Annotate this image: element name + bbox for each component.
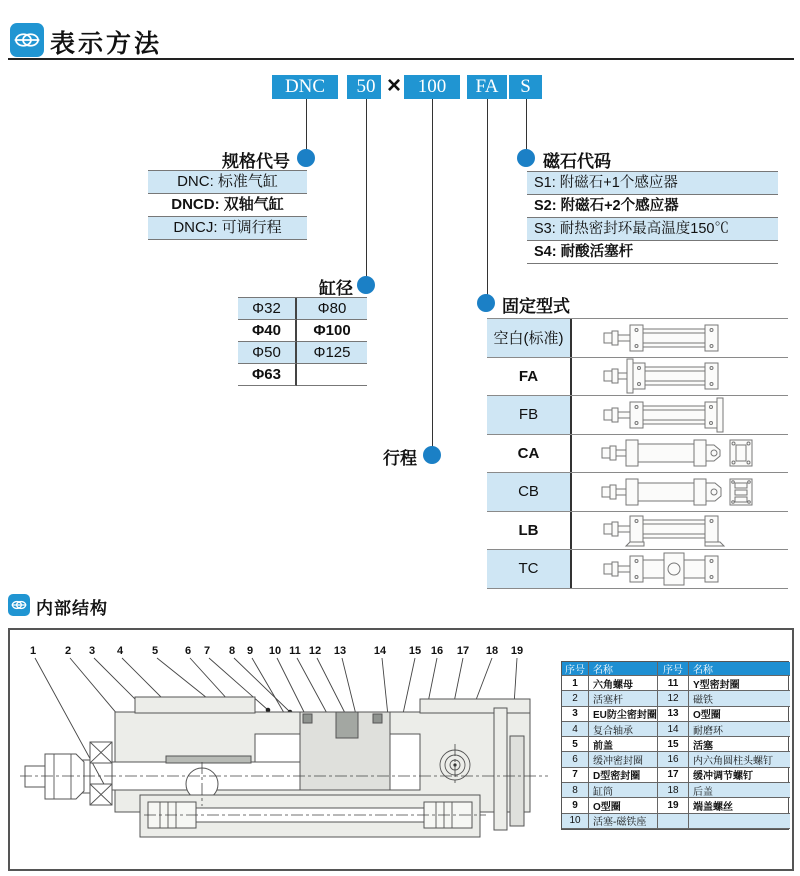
magnet-row: S3: 耐热密封环最高温度150℃ bbox=[527, 218, 778, 241]
logo-ellipses-icon bbox=[10, 596, 28, 614]
part-name: O型圈 bbox=[689, 707, 790, 722]
svg-text:2: 2 bbox=[64, 645, 72, 657]
svg-text:10: 10 bbox=[268, 645, 282, 657]
bore-cell: Φ125 bbox=[297, 342, 367, 364]
svg-text:12: 12 bbox=[308, 645, 322, 657]
spec-code-table bbox=[148, 170, 307, 240]
svg-text:16: 16 bbox=[430, 645, 444, 657]
svg-text:5: 5 bbox=[151, 645, 159, 657]
part-name: 活塞杆 bbox=[589, 691, 658, 706]
mounting-icon-cell bbox=[572, 358, 788, 396]
cylinder-body bbox=[25, 697, 530, 837]
model-box-stroke: 100 bbox=[404, 75, 460, 99]
mount-icon-rear-flange bbox=[600, 397, 760, 433]
mount-icon-foot bbox=[600, 512, 760, 548]
stroke-title: 行程 bbox=[383, 449, 417, 468]
mounting-row bbox=[487, 435, 788, 474]
model-separator: × bbox=[381, 72, 407, 100]
bore-cell: Φ80 bbox=[297, 298, 367, 320]
spec-row: DNC: 标准气缸 bbox=[148, 171, 307, 194]
dot-mounting bbox=[477, 294, 495, 312]
part-name: 端盖螺丝 bbox=[689, 798, 790, 813]
mounting-table bbox=[487, 318, 788, 589]
bore-cell: Φ100 bbox=[297, 320, 367, 342]
svg-text:14: 14 bbox=[373, 645, 387, 657]
mounting-icon-cell bbox=[572, 550, 788, 588]
svg-text:19: 19 bbox=[510, 645, 524, 657]
parts-header: 名称 bbox=[589, 662, 658, 676]
part-no: 15 bbox=[658, 737, 689, 752]
part-no bbox=[658, 814, 689, 829]
svg-text:11: 11 bbox=[289, 645, 301, 657]
svg-text:4: 4 bbox=[116, 645, 124, 657]
part-name: 复合轴承 bbox=[589, 722, 658, 737]
model-box-bore: 50 bbox=[347, 75, 385, 99]
bore-cell: Φ63 bbox=[238, 364, 297, 386]
part-no: 13 bbox=[658, 707, 689, 722]
mount-icon-rear-clevis bbox=[600, 435, 760, 471]
mounting-icon-cell bbox=[572, 512, 788, 550]
spec-row: DNCD: 双轴气缸 bbox=[148, 194, 307, 217]
brand-icon bbox=[10, 23, 44, 57]
part-no: 10 bbox=[562, 814, 589, 829]
magnet-code-title: 磁石代码 bbox=[543, 152, 611, 171]
svg-text:13: 13 bbox=[333, 645, 347, 657]
dot-magnet bbox=[517, 149, 535, 167]
part-no: 6 bbox=[562, 752, 589, 767]
part-no: 7 bbox=[562, 768, 589, 783]
mounting-label: CB bbox=[487, 473, 572, 511]
dot-bore bbox=[357, 276, 375, 294]
part-no: 19 bbox=[658, 798, 689, 813]
mounting-label: FA bbox=[487, 358, 572, 396]
mounting-row bbox=[487, 396, 788, 435]
part-name: 缸筒 bbox=[589, 783, 658, 798]
part-no: 14 bbox=[658, 722, 689, 737]
spec-code-title: 规格代号 bbox=[222, 152, 290, 171]
mounting-icon-cell bbox=[572, 473, 788, 511]
part-name: EU防尘密封圈 bbox=[589, 707, 658, 722]
magnet-row: S2: 附磁石+2个感应器 bbox=[527, 195, 778, 218]
dot-stroke bbox=[423, 446, 441, 464]
part-name: 活塞 bbox=[689, 737, 790, 752]
part-name: 磁铁 bbox=[689, 691, 790, 706]
magnet-row: S1: 附磁石+1个感应器 bbox=[527, 172, 778, 195]
connector-line-spec bbox=[306, 99, 307, 150]
part-no: 12 bbox=[658, 691, 689, 706]
mounting-label: FB bbox=[487, 396, 572, 434]
svg-text:8: 8 bbox=[228, 645, 236, 657]
parts-header: 序号 bbox=[658, 662, 689, 676]
bore-table bbox=[238, 297, 367, 386]
part-no: 1 bbox=[562, 676, 589, 691]
part-no: 18 bbox=[658, 783, 689, 798]
part-name: 活塞-磁铁座 bbox=[589, 814, 658, 829]
mounting-row bbox=[487, 550, 788, 589]
bore-cell: Φ32 bbox=[238, 298, 297, 320]
bore-cell: Φ40 bbox=[238, 320, 297, 342]
part-name: 耐磨环 bbox=[689, 722, 790, 737]
part-name: 前盖 bbox=[589, 737, 658, 752]
mount-icon-trunnion bbox=[600, 551, 760, 587]
mounting-label: TC bbox=[487, 550, 572, 588]
part-name bbox=[689, 814, 790, 829]
mounting-icon-cell bbox=[572, 319, 788, 357]
svg-text:1: 1 bbox=[29, 645, 37, 657]
part-no: 16 bbox=[658, 752, 689, 767]
model-box-magnet: S bbox=[509, 75, 542, 99]
logo-ellipses-icon bbox=[12, 25, 42, 55]
svg-text:3: 3 bbox=[88, 645, 96, 657]
mounting-row bbox=[487, 473, 788, 512]
part-no: 9 bbox=[562, 798, 589, 813]
callout-numbers bbox=[30, 645, 523, 657]
mounting-icon-cell bbox=[572, 435, 788, 473]
part-no: 11 bbox=[658, 676, 689, 691]
internal-structure-title: 内部结构 bbox=[36, 599, 108, 618]
svg-text:15: 15 bbox=[408, 645, 422, 657]
part-name: D型密封圈 bbox=[589, 768, 658, 783]
part-name: 缓冲密封圈 bbox=[589, 752, 658, 767]
mount-icon-basic bbox=[600, 320, 760, 356]
svg-text:7: 7 bbox=[203, 645, 211, 657]
part-name: 内六角圆柱头螺钉 bbox=[689, 752, 790, 767]
cylinder-cross-section-drawing bbox=[16, 636, 556, 864]
magnet-code-table bbox=[527, 171, 778, 264]
mounting-row bbox=[487, 319, 788, 358]
part-no: 2 bbox=[562, 691, 589, 706]
parts-header: 序号 bbox=[562, 662, 589, 676]
mounting-row bbox=[487, 358, 788, 397]
svg-text:17: 17 bbox=[456, 645, 470, 657]
mounting-title: 固定型式 bbox=[502, 297, 570, 316]
svg-text:6: 6 bbox=[184, 645, 192, 657]
mounting-row bbox=[487, 512, 788, 551]
connector-line-magnet bbox=[526, 99, 527, 150]
part-name: 六角螺母 bbox=[589, 676, 658, 691]
part-no: 5 bbox=[562, 737, 589, 752]
part-no: 3 bbox=[562, 707, 589, 722]
part-no: 8 bbox=[562, 783, 589, 798]
mounting-icon-cell bbox=[572, 396, 788, 434]
svg-text:9: 9 bbox=[246, 645, 254, 657]
parts-header: 名称 bbox=[689, 662, 790, 676]
spec-row: DNCJ: 可调行程 bbox=[148, 217, 307, 240]
mounting-label: LB bbox=[487, 512, 572, 550]
mount-icon-rear-double-clevis bbox=[600, 474, 760, 510]
section-icon bbox=[8, 594, 30, 616]
mounting-label: CA bbox=[487, 435, 572, 473]
svg-text:18: 18 bbox=[485, 645, 499, 657]
part-name: O型圈 bbox=[589, 798, 658, 813]
mount-icon-front-flange bbox=[600, 358, 760, 394]
part-name: 缓冲调节螺钉 bbox=[689, 768, 790, 783]
connector-line-bore bbox=[366, 99, 367, 278]
bore-title: 缸径 bbox=[319, 279, 353, 298]
parts-table bbox=[561, 661, 789, 830]
model-box-series: DNC bbox=[272, 75, 338, 99]
bore-cell bbox=[297, 364, 367, 386]
magnet-row: S4: 耐酸活塞杆 bbox=[527, 241, 778, 264]
model-box-mounting: FA bbox=[467, 75, 507, 99]
page-title: 表示方法 bbox=[50, 31, 163, 58]
part-name: Y型密封圈 bbox=[689, 676, 790, 691]
part-name: 后盖 bbox=[689, 783, 790, 798]
connector-line-mounting bbox=[487, 99, 488, 296]
connector-line-stroke bbox=[432, 99, 433, 448]
dot-spec bbox=[297, 149, 315, 167]
mounting-label: 空白(标准) bbox=[487, 319, 572, 357]
bore-cell: Φ50 bbox=[238, 342, 297, 364]
header-rule bbox=[8, 58, 794, 60]
part-no: 17 bbox=[658, 768, 689, 783]
part-no: 4 bbox=[562, 722, 589, 737]
